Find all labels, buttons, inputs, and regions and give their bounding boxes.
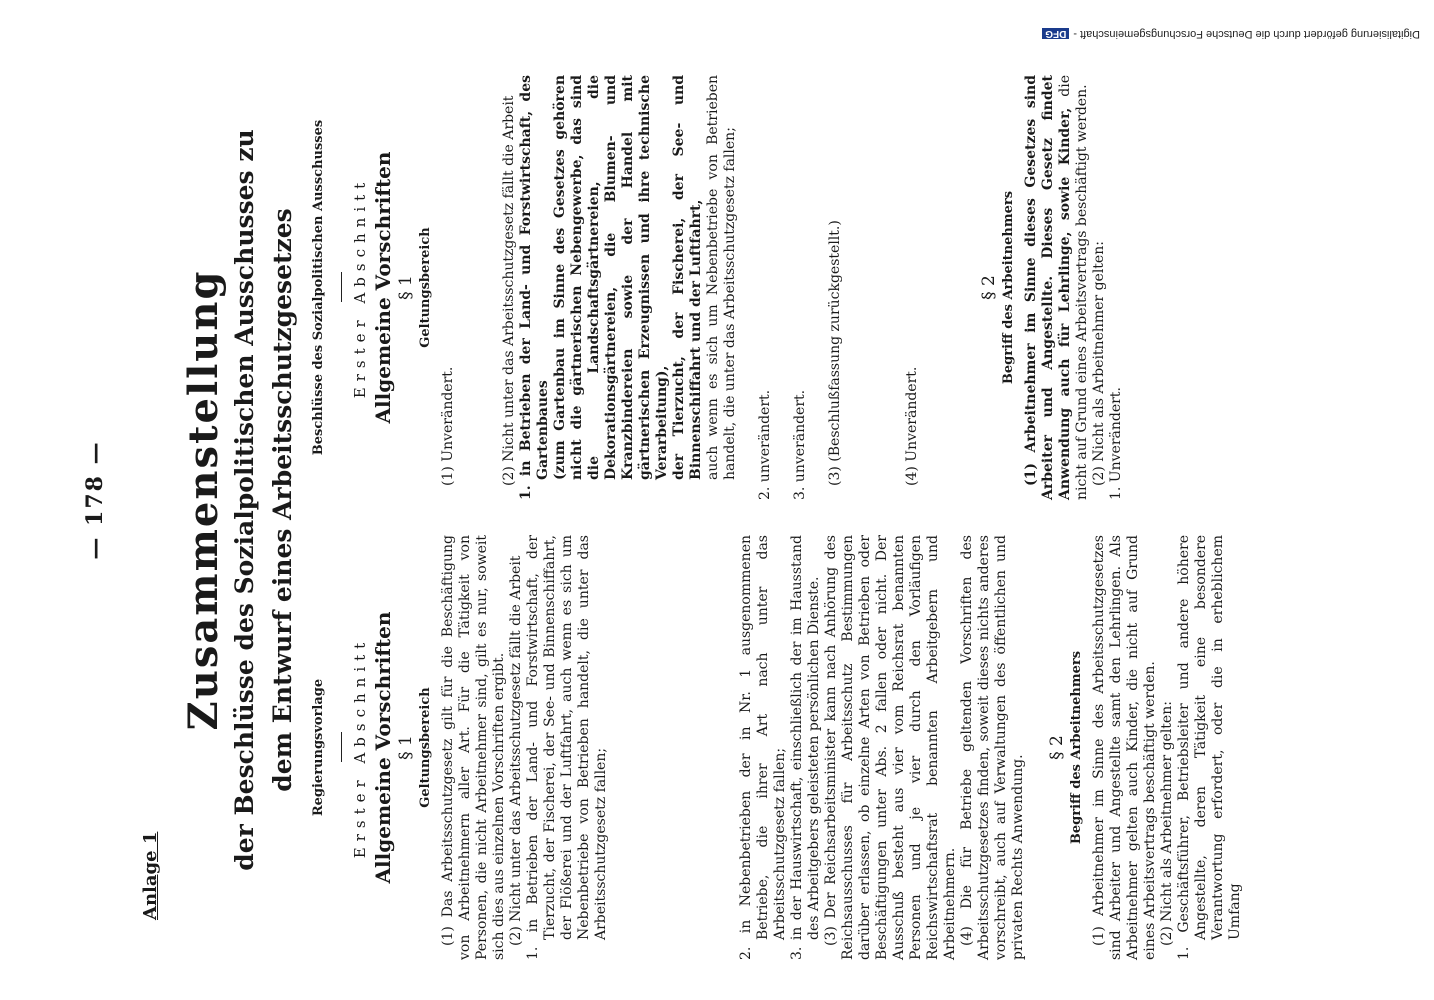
clause: (3) Der Reichsarbeitsminister kann nach Anhörung des Reichsausschusses für Arbeitsschutz Bestimmungen darüber erlassen, ob einzelne Arten von Betrieben oder Beschäftigungen unter Abs. 2 fallen oder nicht. Der Ausschuß besteht aus vier vom Reichsrat benannten Personen und je vier durch den Vorläufigen Reichswirtschaftsrat benannten Arbeitgebern und Arbeitnehmern. [823,535,958,960]
clause [1023,75,1091,500]
paragraph-title: Begriff des Arbeitnehmers [1069,650,1084,845]
page-subtitle: der Beschlüsse des Sozialpolitischen Ausschusses zu dem Entwurf eines Arbeitsschutzgesetzes [230,129,297,871]
left-column [310,535,1244,960]
paragraph-title: Geltungsbereich [418,687,433,808]
list-item-detail: (zum Gartenbau im Sinne des Gesetzes gehören nicht die gärtnerischen Nebengewerbe, das sind die Landschaftsgärtnereien, die Dekorationsgärtnereien, die Blumen- und Kranzbindereien sowie der Handel mit gärtnerischen Erzeugnissen und ihre technische Verarbeitung), [552,75,670,480]
section-label: Erster Abschnitt [351,176,369,399]
list-item: 3. unverändert. [792,389,808,500]
annex-label: Anlage 1 [140,831,161,920]
paragraph-number: § 1 [396,275,416,300]
section-label: Erster Abschnitt [351,636,369,859]
list-item: 1. Geschäftsführer, Betriebsleiter und andere höhere Angestellte, deren Tätigkeit eine besondere Verantwortung erfordert, oder die in erheblichem Umfang [1176,535,1243,960]
clause-text: die nicht auf Grund eines Arbeitsvertrags beschäftigt werden. [1057,75,1090,500]
list-item: 3. in der Hauswirtschaft, einschließlich der im Hausstand des Arbeitgebers geleisteten persönlichen Dienste. [789,535,822,960]
paragraph-number: § 2 [1047,735,1067,760]
dfg-logo: DFG [1042,28,1069,39]
credit-sidebar [0,10,1434,40]
clause: (4) Unverändert. [904,366,920,486]
clause: (1) Das Arbeitsschutzgesetz gilt für die Beschäftigung von Arbeitnehmern aller Art. Für die Tätigkeit von Personen, die nicht Arbeitnehmer sind, gilt es nur, soweit sich dies aus einzelnen Vorschriften ergibt. [440,535,507,960]
credit-text: Digitalisierung gefördert durch die Deutsche Forschungsgemeinschaft - [1073,28,1420,40]
left-column-header: Regierungsvorlage [311,678,326,817]
list-item: 2. unverändert. [757,389,773,500]
right-column [310,75,1125,500]
clause: (1) Arbeitnehmer im Sinne des Arbeitsschutzgesetzes sind Arbeiter und Angestellte samt den Lehrlingen. Als Arbeitnehmer gelten auch Kinder, die nicht auf Grund eines Arbeitsvertrags beschäftigt werden. [1091,535,1158,960]
list-item-detail: der Tierzucht, der Fischerei, der See- und Binnenschiffahrt und der Luftfahrt, [671,75,704,480]
clause-text: (1) Arbeitnehmer im Sinne dieses Gesetzes sind Arbeiter und Angestellte. [1023,75,1056,500]
clause: (3) (Beschlußfassung zurückgestellt.) [827,220,843,486]
paragraph-number: § 1 [396,735,416,760]
clause: (4) Die für Betriebe geltenden Vorschriften des Arbeitsschutzgesetzes finden, soweit dieses nichts anderes vorschreibt, auch auf Verwaltungen des öffentlichen und privaten Rechts Anwendung. [959,535,1026,960]
list-item: 1. Unverändert. [1108,387,1124,500]
clause: (2) Nicht unter das Arbeitsschutzgesetz fällt die Arbeit [501,95,517,486]
divider [341,733,342,763]
credit-text-block [20,28,1420,40]
paragraph-title: Geltungsbereich [418,227,433,348]
clause-text: Dieses Gesetz findet Anwendung auch für Lehrlinge, sowie Kinder, [1040,74,1073,500]
right-column-header: Beschlüsse des Sozialpolitischen Ausschusses [311,119,326,456]
list-item: 1. in Betrieben der Land- und Forstwirtschaft, der Tierzucht, der Fischerei, der See- und Binnenschiffahrt, der Flößerei und der Luftfahrt, auch wenn es sich um Nebenbetriebe von Betrieben handelt, die unter das Arbeitsschutzgesetz fallen; [525,535,609,960]
page-title: Zusammenstellung [180,269,227,731]
divider [341,273,342,303]
list-item: 1. in Betrieben der Land- und Forstwirtschaft, des Gartenbaues [518,75,551,500]
paragraph-title: Begriff des Arbeitnehmers [1001,190,1016,385]
page-number: — 178 — [82,440,108,560]
clause: (2) Nicht unter das Arbeitsschutzgesetz fällt die Arbeit [508,555,524,946]
list-item-detail: auch wenn es sich um Nebenbetriebe von Betrieben handelt, die unter das Arbeitsschutzgesetz fallen; [705,75,738,480]
clause: (1) Unverändert. [440,366,456,486]
section-title: Allgemeine Vorschriften [371,611,395,884]
section-title: Allgemeine Vorschriften [371,151,395,424]
paragraph-number: § 2 [979,275,999,300]
clause: (2) Nicht als Arbeitnehmer gelten: [1091,241,1107,486]
clause: (2) Nicht als Arbeitnehmer gelten: [1159,701,1175,946]
list-item: 2. in Nebenbetrieben der in Nr. 1 ausgenommenen Betriebe, die ihrer Art nach unter das Arbeitsschutzgesetz fallen; [738,535,788,960]
